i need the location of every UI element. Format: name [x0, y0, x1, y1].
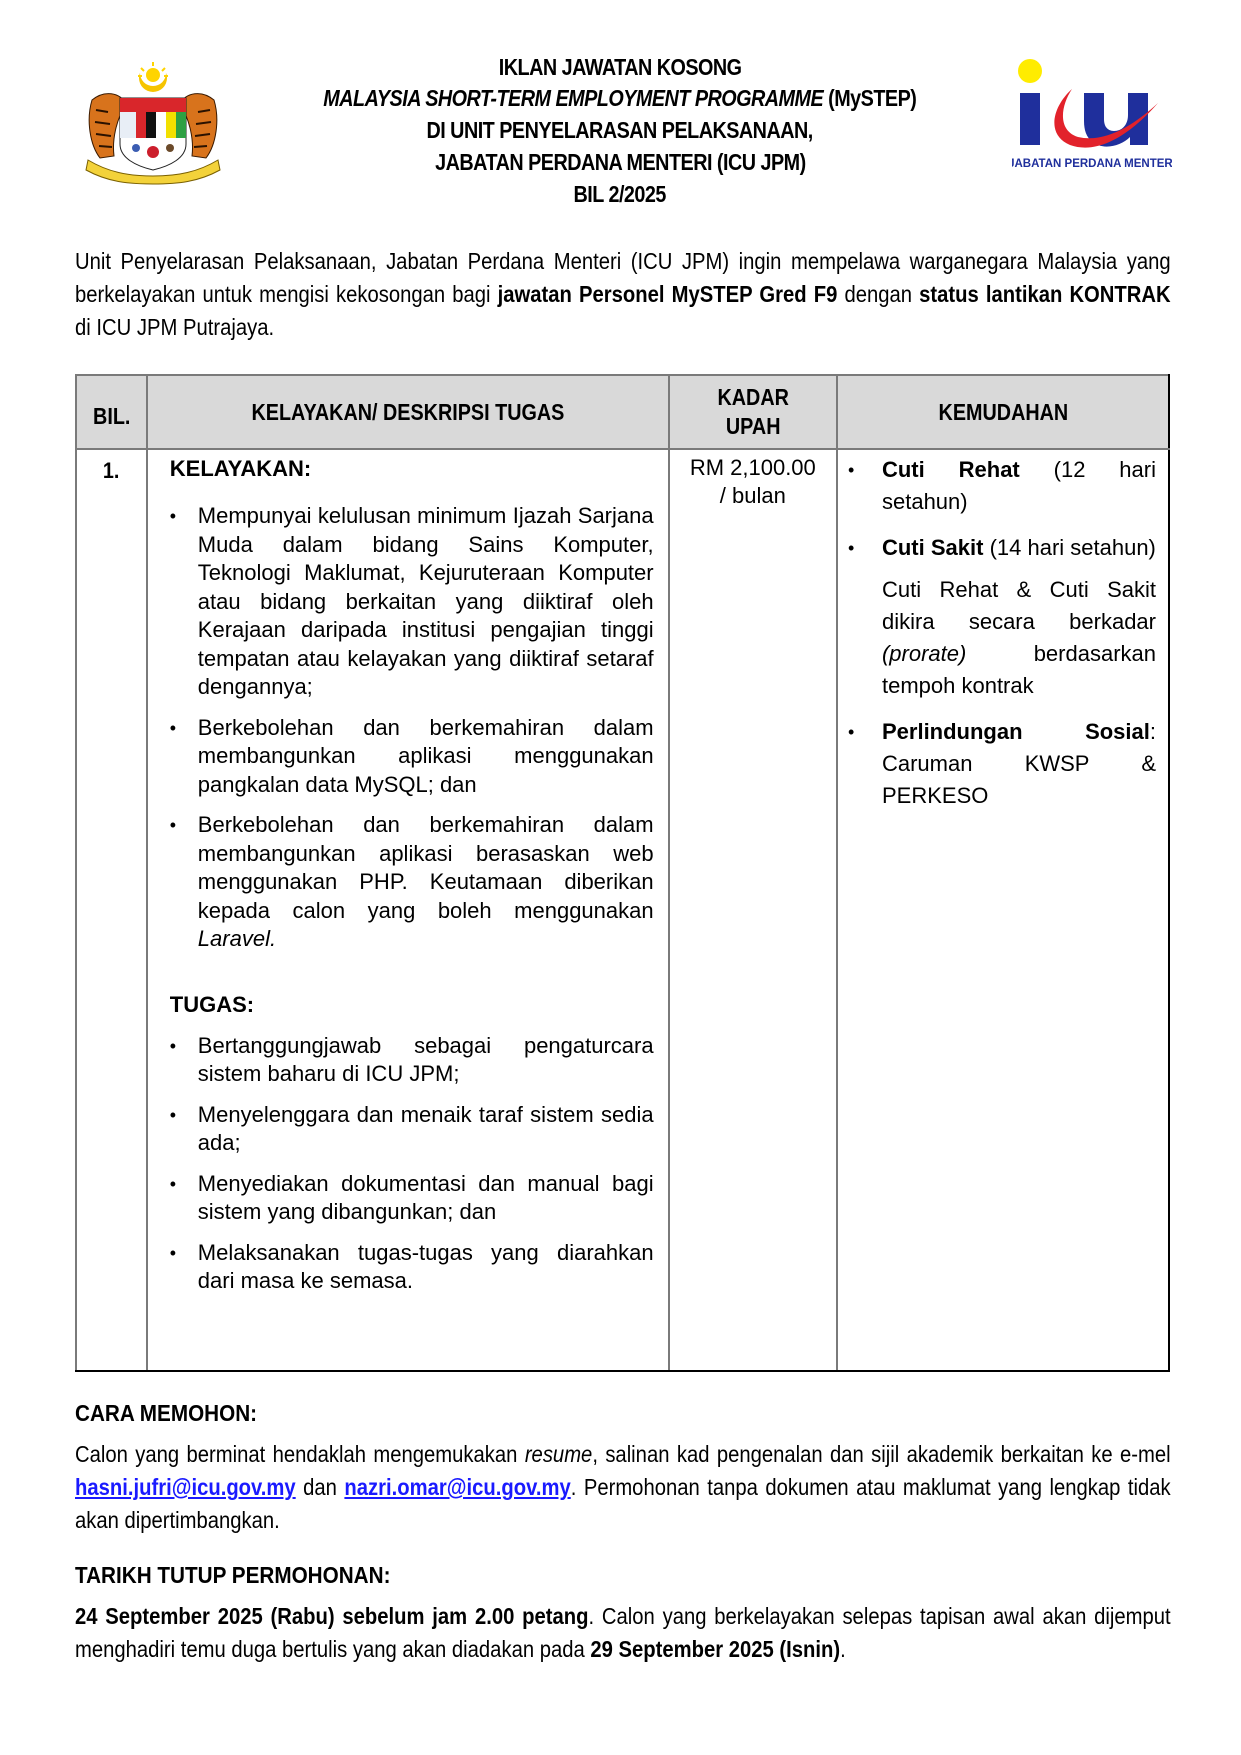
intro-text: Unit Penyelarasan Pelaksanaan, Jabatan Perdana Menteri (ICU JPM) ingin mempelawa warganegara Malaysia yang berkelayakan untuk mengisi kekosongan bagi [75, 248, 1171, 307]
table-row [76, 449, 1169, 1371]
programme-abbrev: (MySTEP) [823, 85, 917, 111]
header-kadar-line1: KADAR [717, 384, 789, 410]
resume-text: resume [524, 1441, 593, 1467]
kelayakan-list [170, 502, 654, 954]
bullet-icon: • [847, 722, 855, 742]
header-kemudahan-col: KEMUDAHAN [837, 375, 1169, 449]
cara-memohon-heading: CARA MEMOHON: [75, 1400, 258, 1426]
header-bil-col: BIL. [76, 375, 147, 449]
icu-jpm-logo [1012, 55, 1172, 180]
tugas-title: TUGAS: [169, 991, 255, 1017]
closing-date: 24 September 2025 (Rabu) sebelum jam 2.00 petang [75, 1603, 589, 1629]
bullet-icon: • [169, 815, 177, 835]
salary-amount: RM 2,100.00 [689, 455, 816, 480]
header-title: IKLAN JAWATAN KOSONG [498, 54, 742, 80]
bullet-icon: • [169, 1104, 177, 1125]
laravel-text: Laravel. [197, 926, 277, 951]
list-item: • Cuti Sakit (14 hari setahun) [846, 532, 1156, 564]
list-item: • Berkebolehan dan berkemahiran dalam membangunkan aplikasi berasaskan web menggunakan PHP. Keutamaan diberikan kepada calon yang boleh menggunakan Laravel. [169, 812, 654, 951]
salary-cell [669, 449, 837, 1371]
bullet-icon: • [847, 460, 855, 480]
coat-of-arms-icon [78, 60, 228, 185]
table-header-row [76, 375, 1169, 449]
header-programme [225, 83, 1015, 113]
benefits-cell [837, 449, 1169, 1371]
benefits-list [846, 454, 1156, 564]
programme-name: MALAYSIA SHORT-TERM EMPLOYMENT PROGRAMME [323, 85, 824, 111]
intro-text: dengan [837, 281, 920, 307]
salary-period: / bulan [719, 483, 786, 508]
bullet-icon: • [847, 538, 855, 558]
intro-position: jawatan Personel MySTEP Gred F9 [497, 281, 838, 307]
header-unit: DI UNIT PENYELARASAN PELAKSANAAN, [426, 117, 814, 143]
header-kadar-line2: UPAH [725, 413, 781, 439]
description-cell [147, 449, 669, 1371]
bullet-icon: • [169, 717, 177, 738]
kelayakan-title: KELAYAKAN: [169, 456, 312, 481]
bullet-icon: • [169, 1242, 177, 1263]
header-bil: BIL 2/2025 [573, 181, 667, 207]
list-item: • Cuti Rehat (12 hari setahun) [846, 454, 1156, 518]
job-table [75, 374, 1170, 1372]
email-link-nazri[interactable]: nazri.omar@icu.gov.my [344, 1474, 571, 1500]
icu-logo-caption: JABATAN PERDANA MENTERI [1012, 158, 1172, 170]
bullet-icon: • [169, 1035, 177, 1056]
list-item: • Menyelenggara dan menaik taraf sistem sedia ada; [169, 1101, 654, 1155]
benefits-list-2 [846, 716, 1156, 812]
interview-date: 29 September 2025 (Isnin) [590, 1636, 841, 1662]
icu-logo-icon [1012, 55, 1172, 180]
prorate-note: Cuti Rehat & Cuti Sakit dikira secara berkadar (prorate) berdasarkan tempoh kontrak [881, 577, 1156, 698]
intro-paragraph [75, 245, 1171, 344]
row-number: 1. [76, 449, 147, 1371]
list-item: • Perlindungan Sosial: Caruman KWSP & PERKESO [846, 716, 1156, 812]
bullet-icon: • [169, 506, 177, 526]
list-item: • Bertanggungjawab sebagai pengaturcara sistem baharu di ICU JPM; [169, 1032, 654, 1086]
intro-status: status lantikan KONTRAK [919, 281, 1171, 307]
tarikh-tutup-paragraph: 24 September 2025 (Rabu) sebelum jam 2.00 petang. Calon yang berkelayakan selepas tapisan awal akan dijemput menghadiri temu duga bertulis yang akan diadakan pada 29 September 2025 (Isnin). [75, 1603, 1171, 1662]
list-item: • Berkebolehan dan berkemahiran dalam membangunkan aplikasi menggunakan pangkalan data MySQL; dan [169, 714, 654, 797]
list-item: • Melaksanakan tugas-tugas yang diarahkan dari masa ke semasa. [169, 1239, 654, 1293]
header-desc-col: KELAYAKAN/ DESKRIPSI TUGAS [147, 375, 669, 449]
tarikh-tutup-heading: TARIKH TUTUP PERMOHONAN: [75, 1562, 391, 1588]
bullet-icon: • [169, 1173, 177, 1194]
tugas-list [170, 1032, 654, 1296]
header-kadar-col [669, 375, 837, 449]
cara-memohon-paragraph: Calon yang berminat hendaklah mengemukakan resume, salinan kad pengenalan dan sijil akademik berkaitan ke e-mel hasni.jufri@icu.gov.my dan nazri.omar@icu.gov.my. Permohonan tanpa dokumen atau maklumat yang lengkap tidak akan dipertimbangkan. [75, 1441, 1171, 1533]
coat-of-arms-logo [78, 60, 228, 185]
list-item: • Mempunyai kelulusan minimum Ijazah Sarjana Muda dalam bidang Sains Komputer, Teknologi Maklumat, Kejuruteraan Komputer atau bidang berkaitan yang diiktiraf oleh Kerajaan daripada institusi pengajian tinggi tempatan atau kelayakan yang diiktiraf setaraf dengannya; [169, 503, 654, 699]
list-item: • Menyediakan dokumentasi dan manual bagi sistem yang dibangunkan; dan [169, 1170, 654, 1224]
header-department: JABATAN PERDANA MENTERI (ICU JPM) [434, 149, 806, 175]
intro-text: di ICU JPM Putrajaya. [75, 314, 275, 340]
email-link-hasni[interactable]: hasni.jufri@icu.gov.my [75, 1474, 296, 1500]
